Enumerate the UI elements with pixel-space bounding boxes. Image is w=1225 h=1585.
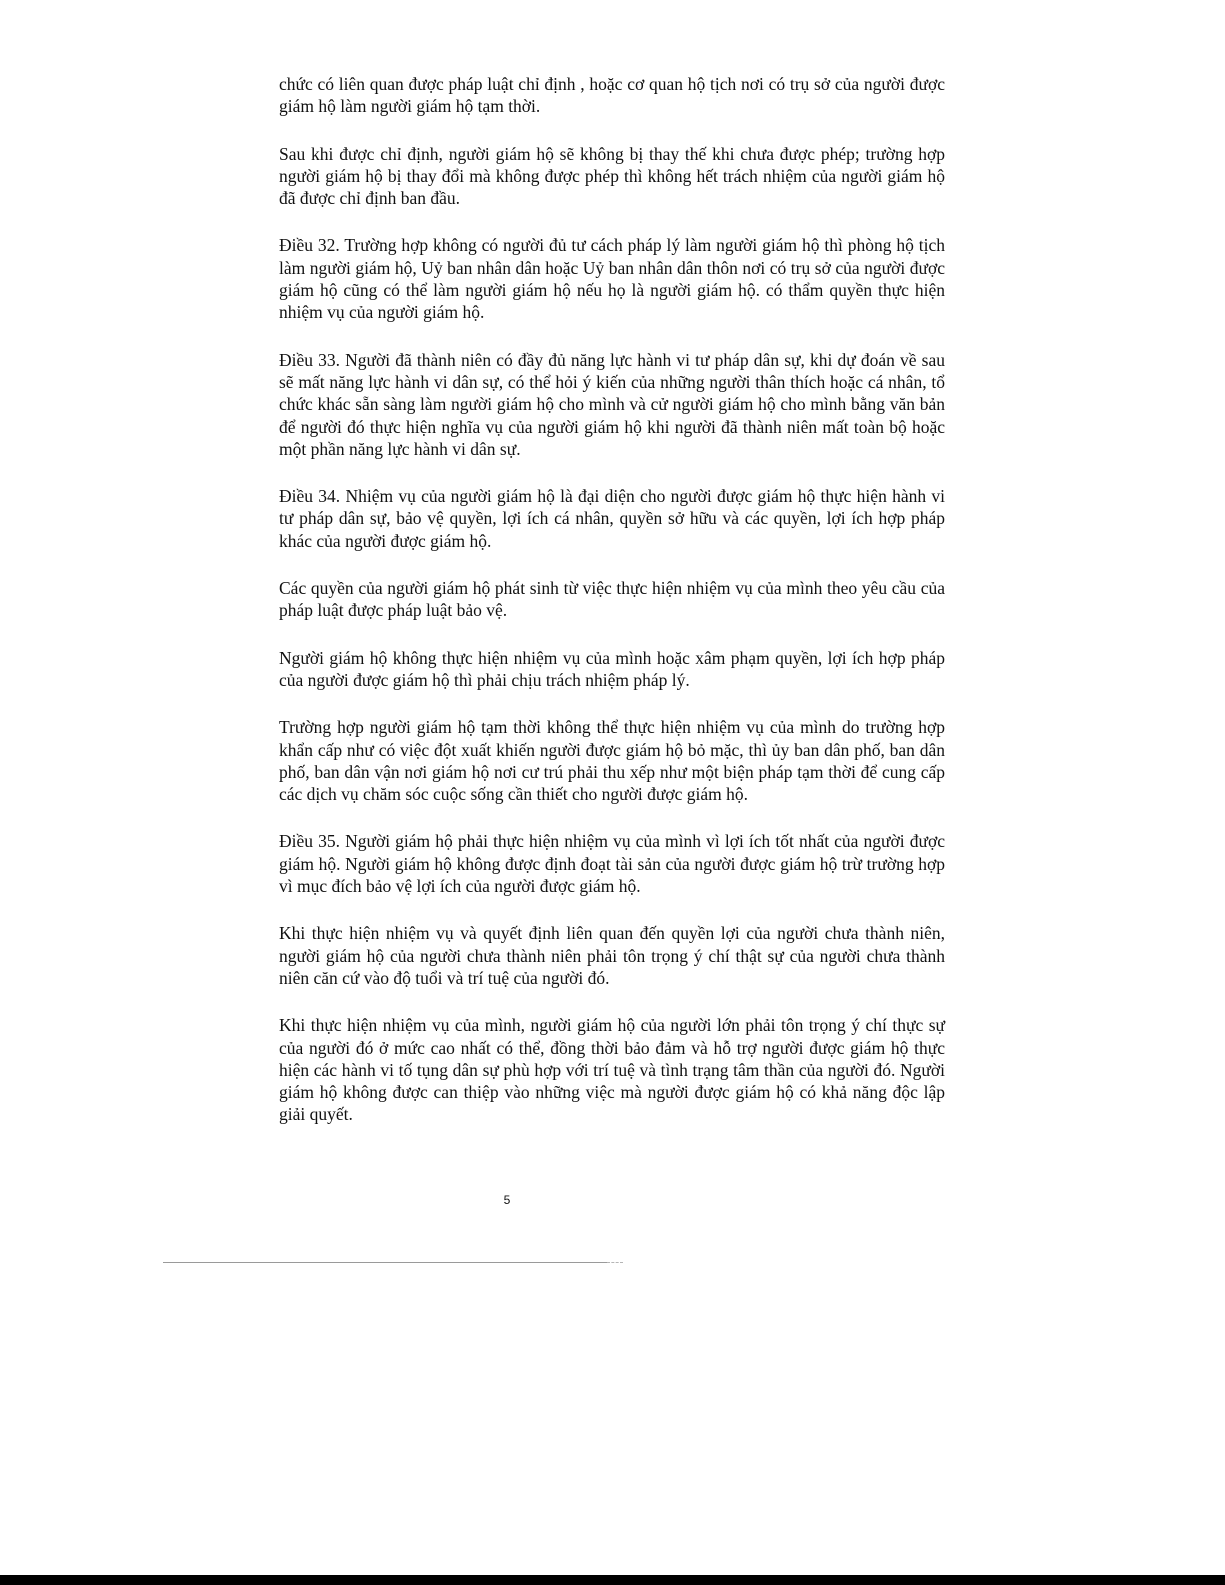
page-number: 5 (503, 1193, 511, 1207)
footer-divider (163, 1262, 607, 1263)
paragraph-minor-will: Khi thực hiện nhiệm vụ và quyết định liên quan đến quyền lợi của người chưa thành niên, người giám hộ của người chưa thành niên phải tôn trọng ý chí thật sự của người chưa thành niên căn cứ vào độ tuổi và trí tuệ của người đó. (279, 923, 945, 988)
paragraph-emergency-care: Trường hợp người giám hộ tạm thời không thể thực hiện nhiệm vụ của mình do trường hợp khẩn cấp như có việc đột xuất khiến người được giám hộ bỏ mặc, thì ủy ban dân phố, ban dân phố, ban dân vận nơi giám hộ nơi cư trú phải thu xếp như một biện pháp tạm thời để cung cấp các dịch vụ chăm sóc cuộc sống cần thiết cho người được giám hộ. (279, 717, 945, 805)
paragraph-article-34: Điều 34. Nhiệm vụ của người giám hộ là đại diện cho người được giám hộ thực hiện hành vi tư pháp dân sự, bảo vệ quyền, lợi ích cá nhân, quyền sở hữu và các quyền, lợi ích hợp pháp khác của người được giám hộ. (279, 486, 945, 551)
paragraph-guardian-liability: Người giám hộ không thực hiện nhiệm vụ của mình hoặc xâm phạm quyền, lợi ích hợp pháp của người được giám hộ thì phải chịu trách nhiệm pháp lý. (279, 647, 945, 690)
document-body (279, 73, 945, 1151)
page-bottom-border (0, 1575, 1225, 1585)
paragraph-adult-will: Khi thực hiện nhiệm vụ của mình, người giám hộ của người lớn phải tôn trọng ý chí thực sự của người đó ở mức cao nhất có thể, đồng thời bảo đảm và hỗ trợ người được giám hộ thực hiện các hành vi tố tụng dân sự phù hợp với trí tuệ và tình trạng tâm thần của người đó. Người giám hộ không được can thiệp vào những việc mà người được giám hộ có khả năng độc lập giải quyết. (279, 1015, 945, 1125)
paragraph-guardian-rights: Các quyền của người giám hộ phát sinh từ việc thực hiện nhiệm vụ của mình theo yêu cầu của pháp luật được pháp luật bảo vệ. (279, 578, 945, 621)
paragraph-article-32: Điều 32. Trường hợp không có người đủ tư cách pháp lý làm người giám hộ thì phòng hộ tịch làm người giám hộ, Uỷ ban nhân dân hoặc Uỷ ban nhân dân thôn nơi có trụ sở của người được giám hộ cũng có thể làm người giám hộ nếu họ là người giám hộ. có thẩm quyền thực hiện nhiệm vụ của người giám hộ. (279, 235, 945, 323)
footer-divider-tail (607, 1262, 623, 1263)
paragraph-guardian-replacement: Sau khi được chỉ định, người giám hộ sẽ không bị thay thế khi chưa được phép; trường hợp người giám hộ bị thay đổi mà không được phép thì không hết trách nhiệm của người giám hộ đã được chỉ định ban đầu. (279, 143, 945, 209)
paragraph-guardian-temporary: chức có liên quan được pháp luật chỉ định , hoặc cơ quan hộ tịch nơi có trụ sở của người được giám hộ làm người giám hộ tạm thời. (279, 74, 945, 117)
paragraph-article-33: Điều 33. Người đã thành niên có đầy đủ năng lực hành vi tư pháp dân sự, khi dự đoán về sau sẽ mất năng lực hành vi dân sự, có thể hỏi ý kiến của những người thân thích hoặc cá nhân, tổ chức khác sẵn sàng làm người giám hộ cho mình và cử người giám hộ cho mình bằng văn bản để người đó thực hiện nghĩa vụ của người giám hộ khi người đã thành niên mất toàn bộ hoặc một phần năng lực hành vi dân sự. (279, 349, 945, 459)
paragraph-article-35: Điều 35. Người giám hộ phải thực hiện nhiệm vụ của mình vì lợi ích tốt nhất của người được giám hộ. Người giám hộ không được định đoạt tài sản của người được giám hộ trừ trường hợp vì mục đích bảo vệ lợi ích của người được giám hộ. (279, 831, 945, 897)
